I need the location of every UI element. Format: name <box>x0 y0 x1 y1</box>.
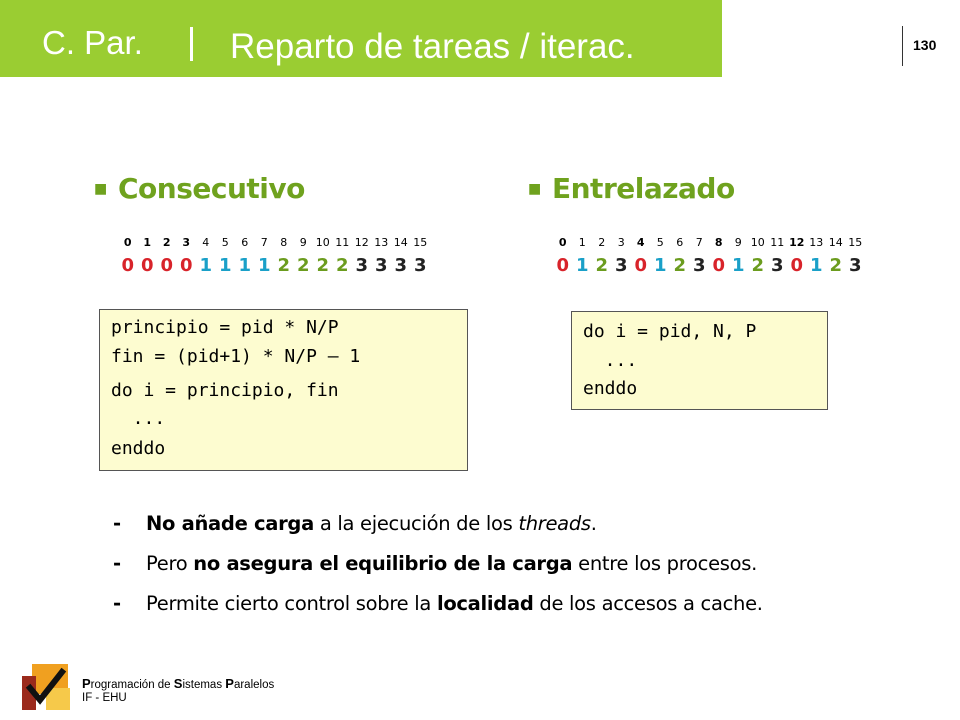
footer-fragment: aralelos <box>233 679 275 691</box>
iteration-index: 14 <box>393 236 408 249</box>
slide-title: Reparto de tareas / iterac. <box>230 27 635 66</box>
processor-assignment: 2 <box>316 255 330 276</box>
iteration-index: 1 <box>143 236 152 249</box>
heading-bullet-entrelazado: ■ <box>528 181 542 197</box>
iteration-index: 7 <box>260 236 268 249</box>
key-point-text <box>146 592 763 615</box>
iteration-index: 5 <box>656 236 664 249</box>
key-point-fragment: a la ejecución de los <box>313 512 519 535</box>
footer-fragment: P <box>225 676 234 691</box>
key-point-fragment: de los accesos a cache. <box>533 592 763 615</box>
iteration-index: 15 <box>848 236 863 249</box>
processor-assignment: 1 <box>218 255 232 276</box>
key-point-text <box>146 552 757 575</box>
iteration-index: 0 <box>558 236 567 249</box>
iteration-index: 10 <box>315 236 330 249</box>
iteration-index: 5 <box>221 236 229 249</box>
processor-assignment: 2 <box>751 255 765 276</box>
iteration-index: 14 <box>828 236 843 249</box>
processor-assignment: 0 <box>160 255 174 276</box>
processor-assignment: 1 <box>238 255 252 276</box>
course-label: C. Par. <box>42 24 143 61</box>
heading-consecutivo: Consecutivo <box>118 172 305 205</box>
iteration-index: 4 <box>636 236 645 249</box>
code-box-consecutivo <box>99 309 468 471</box>
processor-assignment: 3 <box>355 255 369 276</box>
heading-entrelazado: Entrelazado <box>552 172 735 205</box>
code-line: fin = (pid+1) * N/P – 1 <box>111 346 361 367</box>
iteration-index: 3 <box>617 236 625 249</box>
processor-assignment: 2 <box>335 255 349 276</box>
processor-assignment: 1 <box>809 255 823 276</box>
processor-assignment: 3 <box>374 255 388 276</box>
processor-assignment: 0 <box>140 255 154 276</box>
iteration-index: 12 <box>354 236 369 249</box>
key-point-fragment: Permite cierto control sobre la <box>146 592 437 615</box>
iteration-index: 12 <box>789 236 805 249</box>
header-separator <box>190 27 193 61</box>
page-number-separator <box>902 26 903 66</box>
processor-assignment: 3 <box>394 255 408 276</box>
iteration-index: 4 <box>202 236 210 249</box>
key-point-fragment: localidad <box>436 592 534 615</box>
processor-assignment: 0 <box>179 255 193 276</box>
iteration-index: 11 <box>770 236 785 249</box>
processor-assignment: 2 <box>296 255 310 276</box>
assignment-row-entrelazado <box>553 255 865 276</box>
iteration-index: 1 <box>578 236 586 249</box>
key-point-text <box>146 512 597 535</box>
iteration-index: 2 <box>162 236 171 249</box>
iteration-index: 10 <box>750 236 765 249</box>
key-point-dash: - <box>113 512 121 535</box>
code-line: ... <box>111 408 166 429</box>
footer-course-name <box>82 676 274 691</box>
key-point-dash: - <box>113 592 121 615</box>
processor-assignment: 3 <box>614 255 628 276</box>
page-number: 130 <box>913 37 937 53</box>
key-point-dash: - <box>113 552 121 575</box>
processor-assignment: 3 <box>413 255 427 276</box>
code-line: do i = principio, fin <box>111 380 339 401</box>
iteration-index: 6 <box>676 236 684 249</box>
iteration-index: 3 <box>182 236 191 249</box>
processor-assignment: 1 <box>731 255 745 276</box>
footer-institution: IF - EHU <box>82 692 127 704</box>
iteration-index: 13 <box>809 236 824 249</box>
processor-assignment: 1 <box>575 255 589 276</box>
iteration-index: 0 <box>123 236 132 249</box>
key-point-fragment: . <box>590 512 597 535</box>
code-line: enddo <box>583 378 638 399</box>
footer-fragment: istemas <box>182 679 226 691</box>
index-row-consecutivo <box>118 236 430 249</box>
key-point-fragment: threads <box>518 512 591 535</box>
iteration-index: 7 <box>695 236 703 249</box>
processor-assignment: 0 <box>556 255 570 276</box>
iteration-index: 9 <box>734 236 742 249</box>
footer-fragment: S <box>173 676 183 691</box>
iteration-index: 11 <box>335 236 350 249</box>
footer-fragment: P <box>82 676 91 691</box>
processor-assignment: 0 <box>634 255 648 276</box>
processor-assignment: 0 <box>121 255 135 276</box>
code-box-entrelazado <box>571 311 828 410</box>
heading-bullet-consecutivo: ■ <box>94 181 108 197</box>
processor-assignment: 3 <box>770 255 784 276</box>
processor-assignment: 2 <box>595 255 609 276</box>
processor-assignment: 1 <box>653 255 667 276</box>
iteration-index: 2 <box>598 236 606 249</box>
iteration-index: 8 <box>280 236 288 249</box>
iteration-index: 8 <box>714 236 723 249</box>
processor-assignment: 2 <box>829 255 843 276</box>
code-line: principio = pid * N/P <box>111 317 339 338</box>
iteration-index: 13 <box>374 236 389 249</box>
code-line: enddo <box>111 438 166 459</box>
processor-assignment: 3 <box>848 255 862 276</box>
processor-assignment: 3 <box>692 255 706 276</box>
checkmark-logo-icon <box>22 664 70 710</box>
iteration-index: 9 <box>299 236 307 249</box>
assignment-row-consecutivo <box>118 255 430 276</box>
key-point-fragment: Pero <box>146 552 194 575</box>
processor-assignment: 2 <box>277 255 291 276</box>
key-point-fragment: No añade carga <box>146 512 314 535</box>
processor-assignment: 0 <box>712 255 726 276</box>
processor-assignment: 0 <box>790 255 804 276</box>
code-line: do i = pid, N, P <box>583 321 757 342</box>
key-point-fragment: entre los procesos. <box>572 552 758 575</box>
key-point-fragment: no asegura el equilibrio de la carga <box>193 552 573 575</box>
processor-assignment: 2 <box>673 255 687 276</box>
processor-assignment: 1 <box>257 255 271 276</box>
index-row-entrelazado <box>553 236 865 249</box>
processor-assignment: 1 <box>199 255 213 276</box>
footer-fragment: rogramación de <box>90 679 174 691</box>
code-line: ... <box>583 350 638 371</box>
iteration-index: 15 <box>413 236 428 249</box>
iteration-index: 6 <box>241 236 249 249</box>
